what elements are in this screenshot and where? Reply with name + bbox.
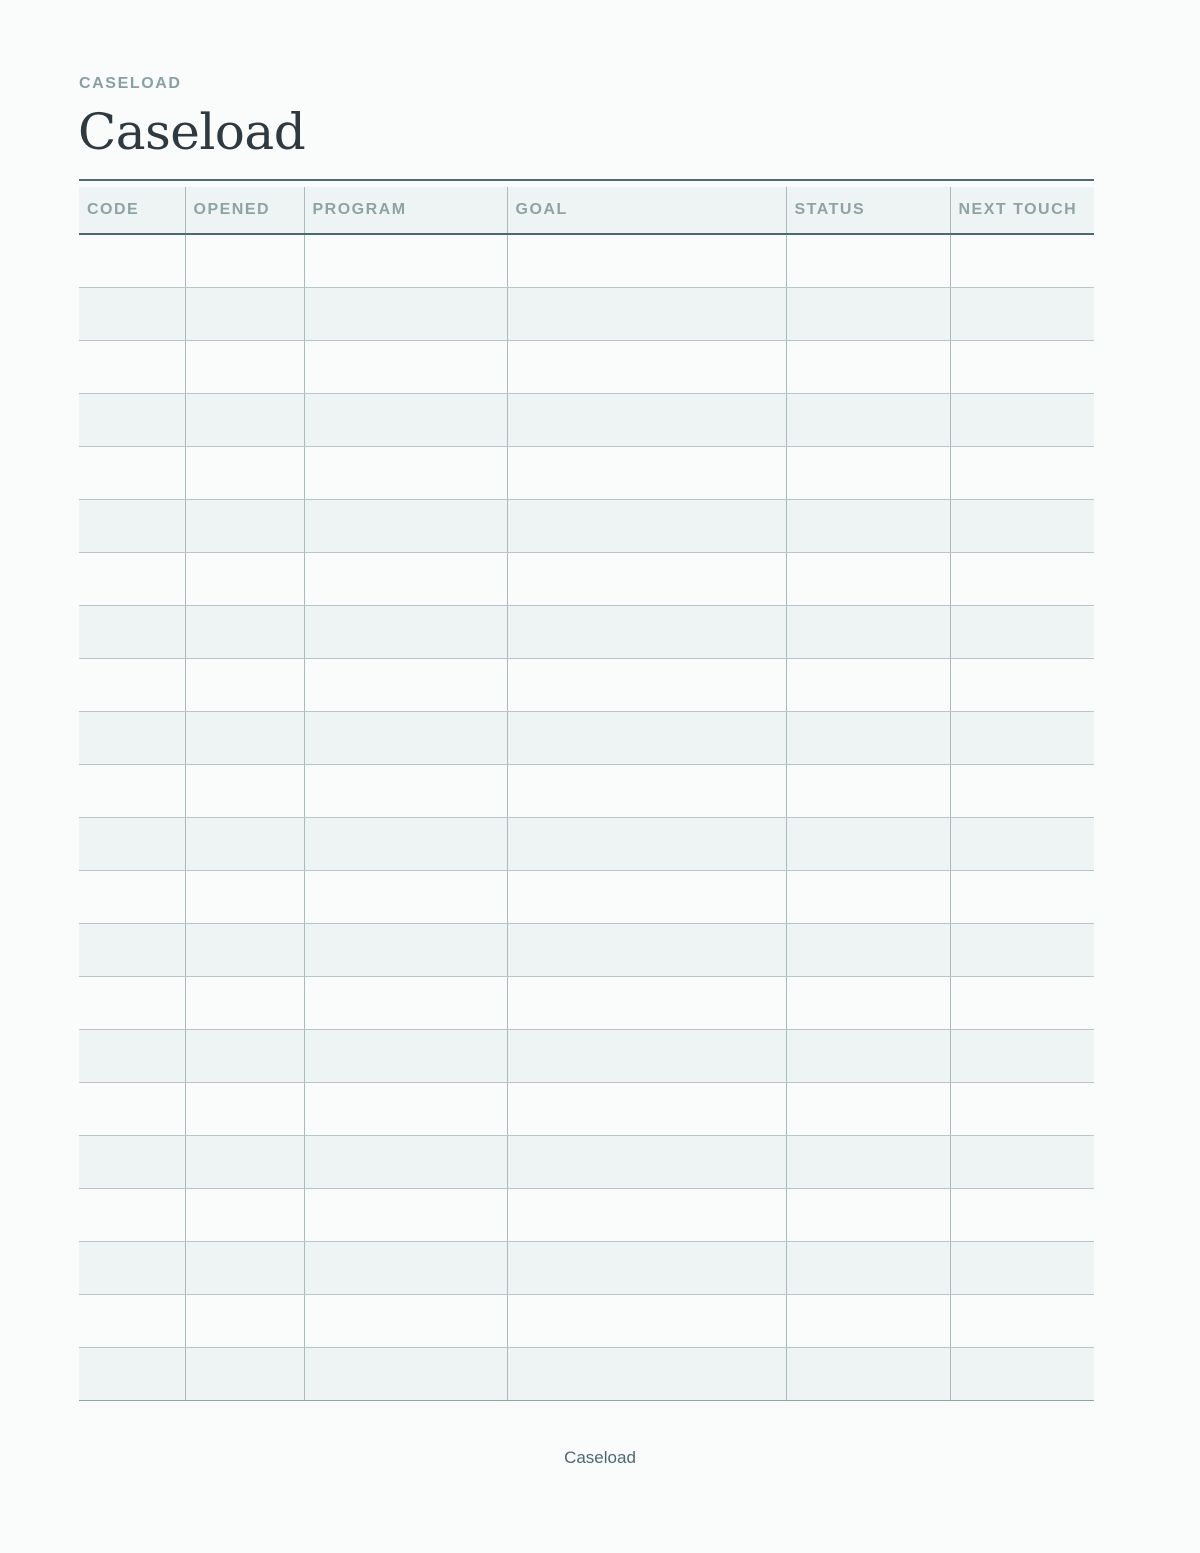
table-cell[interactable] (507, 447, 786, 500)
table-cell[interactable] (507, 1295, 786, 1348)
table-cell[interactable] (185, 818, 304, 871)
table-cell[interactable] (185, 553, 304, 606)
table-cell[interactable] (786, 1030, 950, 1083)
table-cell[interactable] (185, 1295, 304, 1348)
table-cell[interactable] (304, 1295, 507, 1348)
table-cell[interactable] (304, 871, 507, 924)
table-cell[interactable] (185, 341, 304, 394)
table-cell[interactable] (304, 712, 507, 765)
table-cell[interactable] (79, 1295, 185, 1348)
table-row (79, 553, 1094, 606)
table-cell[interactable] (79, 341, 185, 394)
column-header-next-touch: NEXT TOUCH (950, 187, 1094, 234)
caseload-table (79, 187, 1094, 1401)
table-cell[interactable] (79, 606, 185, 659)
table-cell[interactable] (950, 234, 1094, 288)
table-cell[interactable] (79, 1242, 185, 1295)
table-body (79, 234, 1094, 1401)
table-cell[interactable] (79, 1030, 185, 1083)
table-cell[interactable] (185, 447, 304, 500)
table-cell[interactable] (185, 234, 304, 288)
table-cell[interactable] (507, 712, 786, 765)
table-cell[interactable] (304, 1242, 507, 1295)
column-header-status: STATUS (786, 187, 950, 234)
table-cell[interactable] (304, 447, 507, 500)
table-cell[interactable] (507, 659, 786, 712)
table-row (79, 1030, 1094, 1083)
table-row (79, 977, 1094, 1030)
table-row (79, 1348, 1094, 1401)
table-header-row (79, 187, 1094, 234)
table-cell[interactable] (185, 1083, 304, 1136)
table-cell[interactable] (79, 447, 185, 500)
table-cell[interactable] (185, 765, 304, 818)
table-cell[interactable] (79, 1348, 185, 1401)
table-cell[interactable] (79, 1083, 185, 1136)
table-cell[interactable] (304, 977, 507, 1030)
table-cell[interactable] (185, 500, 304, 553)
table-cell[interactable] (507, 234, 786, 288)
table-cell[interactable] (79, 553, 185, 606)
table-row (79, 606, 1094, 659)
column-header-opened: OPENED (185, 187, 304, 234)
table-cell[interactable] (507, 1136, 786, 1189)
table-cell[interactable] (79, 977, 185, 1030)
table-cell[interactable] (786, 659, 950, 712)
table-cell[interactable] (185, 288, 304, 341)
table-cell[interactable] (304, 659, 507, 712)
table-cell[interactable] (786, 1083, 950, 1136)
table-cell[interactable] (79, 659, 185, 712)
table-row (79, 924, 1094, 977)
table-cell[interactable] (304, 1136, 507, 1189)
table-row (79, 1189, 1094, 1242)
table-cell[interactable] (304, 1030, 507, 1083)
table-cell[interactable] (304, 1083, 507, 1136)
table-cell[interactable] (79, 1189, 185, 1242)
table-cell[interactable] (950, 1136, 1094, 1189)
page-footer: Caseload (564, 1448, 636, 1467)
table-row (79, 447, 1094, 500)
table-cell[interactable] (304, 341, 507, 394)
table-cell[interactable] (79, 818, 185, 871)
table-cell[interactable] (950, 765, 1094, 818)
table-cell[interactable] (950, 500, 1094, 553)
table-cell[interactable] (79, 500, 185, 553)
table-cell[interactable] (950, 1348, 1094, 1401)
table-cell[interactable] (786, 1295, 950, 1348)
table-cell[interactable] (786, 553, 950, 606)
table-cell[interactable] (950, 1083, 1094, 1136)
table-cell[interactable] (950, 871, 1094, 924)
table-cell[interactable] (950, 659, 1094, 712)
table-cell[interactable] (950, 977, 1094, 1030)
table-cell[interactable] (185, 977, 304, 1030)
table-row (79, 818, 1094, 871)
table-cell[interactable] (786, 818, 950, 871)
table-row (79, 871, 1094, 924)
table-cell[interactable] (786, 394, 950, 447)
table-cell[interactable] (786, 288, 950, 341)
table-cell[interactable] (304, 818, 507, 871)
table-cell[interactable] (950, 341, 1094, 394)
table-cell[interactable] (950, 394, 1094, 447)
table-cell[interactable] (786, 924, 950, 977)
table-cell[interactable] (304, 606, 507, 659)
column-header-program: PROGRAM (304, 187, 507, 234)
table-cell[interactable] (185, 606, 304, 659)
table-cell[interactable] (79, 1136, 185, 1189)
page-eyebrow: CASELOAD (79, 75, 182, 92)
table-row (79, 341, 1094, 394)
table-cell[interactable] (79, 712, 185, 765)
table-cell[interactable] (507, 977, 786, 1030)
table-cell[interactable] (304, 394, 507, 447)
table-cell[interactable] (786, 500, 950, 553)
table-cell[interactable] (786, 447, 950, 500)
table-row (79, 394, 1094, 447)
column-header-goal: GOAL (507, 187, 786, 234)
table-cell[interactable] (786, 606, 950, 659)
table-cell[interactable] (950, 1189, 1094, 1242)
column-header-code: CODE (79, 187, 185, 234)
table-cell[interactable] (507, 1030, 786, 1083)
table-row (79, 234, 1094, 288)
table-cell[interactable] (507, 765, 786, 818)
caseload-table-container (79, 179, 1094, 1401)
table-cell[interactable] (786, 712, 950, 765)
table-cell[interactable] (786, 1348, 950, 1401)
table-cell[interactable] (950, 606, 1094, 659)
table-cell[interactable] (185, 1136, 304, 1189)
table-cell[interactable] (507, 924, 786, 977)
table-cell[interactable] (786, 1242, 950, 1295)
page-title: Caseload (78, 103, 306, 161)
table-cell[interactable] (950, 712, 1094, 765)
table-cell[interactable] (507, 341, 786, 394)
table-cell[interactable] (786, 765, 950, 818)
table-cell[interactable] (79, 234, 185, 288)
table-cell[interactable] (185, 1189, 304, 1242)
table-cell[interactable] (507, 818, 786, 871)
table-row (79, 712, 1094, 765)
table-cell[interactable] (950, 1242, 1094, 1295)
table-row (79, 659, 1094, 712)
table-cell[interactable] (185, 394, 304, 447)
table-cell[interactable] (950, 288, 1094, 341)
table-cell[interactable] (185, 924, 304, 977)
table-row (79, 1136, 1094, 1189)
table-cell[interactable] (507, 1189, 786, 1242)
table-cell[interactable] (507, 1348, 786, 1401)
table-cell[interactable] (950, 1295, 1094, 1348)
table-cell[interactable] (79, 394, 185, 447)
table-cell[interactable] (304, 500, 507, 553)
table-cell[interactable] (950, 553, 1094, 606)
table-cell[interactable] (507, 553, 786, 606)
table-row (79, 765, 1094, 818)
table-cell[interactable] (79, 765, 185, 818)
table-cell[interactable] (507, 871, 786, 924)
table-cell[interactable] (304, 924, 507, 977)
table-row (79, 1083, 1094, 1136)
table-cell[interactable] (185, 871, 304, 924)
table-cell[interactable] (507, 288, 786, 341)
table-cell[interactable] (950, 1030, 1094, 1083)
table-cell[interactable] (786, 1136, 950, 1189)
table-cell[interactable] (304, 765, 507, 818)
table-cell[interactable] (950, 447, 1094, 500)
table-cell[interactable] (786, 871, 950, 924)
table-row (79, 1242, 1094, 1295)
table-cell[interactable] (185, 1348, 304, 1401)
table-cell[interactable] (304, 288, 507, 341)
table-cell[interactable] (950, 818, 1094, 871)
table-cell[interactable] (786, 977, 950, 1030)
table-row (79, 1295, 1094, 1348)
table-cell[interactable] (786, 234, 950, 288)
table-cell[interactable] (185, 659, 304, 712)
table-cell[interactable] (786, 341, 950, 394)
table-cell[interactable] (507, 500, 786, 553)
table-cell[interactable] (950, 924, 1094, 977)
table-cell[interactable] (185, 1030, 304, 1083)
table-cell[interactable] (79, 871, 185, 924)
table-cell[interactable] (185, 1242, 304, 1295)
table-cell[interactable] (304, 234, 507, 288)
table-row (79, 500, 1094, 553)
table-row (79, 288, 1094, 341)
table-cell[interactable] (304, 553, 507, 606)
table-cell[interactable] (786, 1189, 950, 1242)
table-cell[interactable] (507, 1242, 786, 1295)
table-cell[interactable] (185, 712, 304, 765)
table-cell[interactable] (507, 394, 786, 447)
table-cell[interactable] (507, 606, 786, 659)
table-cell[interactable] (304, 1348, 507, 1401)
table-cell[interactable] (79, 288, 185, 341)
table-cell[interactable] (79, 924, 185, 977)
table-cell[interactable] (304, 1189, 507, 1242)
table-cell[interactable] (507, 1083, 786, 1136)
